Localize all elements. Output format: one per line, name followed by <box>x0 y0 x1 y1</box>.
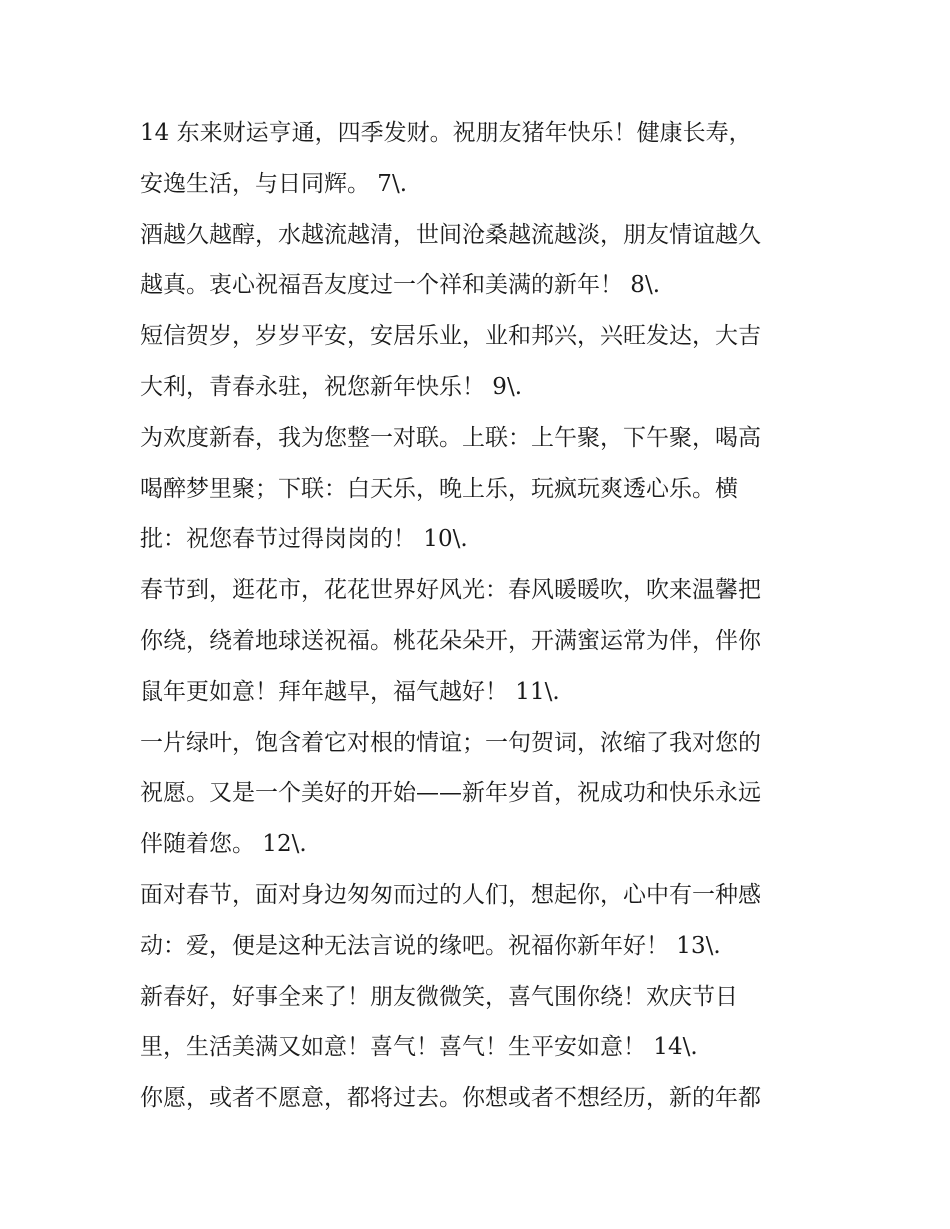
text-line: 大利，青春永驻，祝您新年快乐！ 9\. <box>140 373 523 400</box>
text-line: 喝醉梦里聚；下联：白天乐，晚上乐，玩疯玩爽透心乐。横 <box>140 475 738 502</box>
text-line: 短信贺岁，岁岁平安，安居乐业，业和邦兴，兴旺发达，大吉 <box>140 323 761 350</box>
body-text <box>140 108 830 1124</box>
text-line: 春节到，逛花市，花花世界好风光：春风暖暖吹，吹来温馨把 <box>140 577 761 604</box>
text-line: 批：祝您春节过得岗岗的！ 10\. <box>140 526 468 553</box>
text-line: 祝愿。又是一个美好的开始——新年岁首，祝成功和快乐永远 <box>140 780 761 807</box>
text-line: 你绕，绕着地球送祝福。桃花朵朵开，开满蜜运常为伴，伴你 <box>140 627 761 654</box>
text-line: 鼠年更如意！拜年越早，福气越好！ 11\. <box>140 678 560 705</box>
text-line: 动：爱，便是这种无法言说的缘吧。祝福你新年好！ 13\. <box>140 932 721 959</box>
text-line: 新春好，好事全来了！朋友微微笑，喜气围你绕！欢庆节日 <box>140 983 738 1010</box>
text-line: 面对春节，面对身边匆匆而过的人们，想起你，心中有一种感 <box>140 881 761 908</box>
text-line: 里，生活美满又如意！喜气！喜气！生平安如意！ 14\. <box>140 1034 698 1061</box>
text-line: 安逸生活，与日同辉。 7\. <box>140 170 408 197</box>
text-line: 伴随着您。 12\. <box>140 831 307 858</box>
text-line: 你愿，或者不愿意，都将过去。你想或者不想经历，新的年都 <box>140 1085 761 1112</box>
text-line: 为欢度新春，我为您整一对联。上联：上午聚，下午聚，喝高 <box>140 424 761 451</box>
text-line: 酒越久越醇，水越流越清，世间沧桑越流越淡，朋友情谊越久 <box>140 221 761 248</box>
text-line: 越真。衷心祝福吾友度过一个祥和美满的新年！ 8\. <box>140 272 661 299</box>
text-line: 14 东来财运亨通，四季发财。祝朋友猪年快乐！健康长寿， <box>140 120 752 146</box>
text-line: 一片绿叶，饱含着它对根的情谊；一句贺词，浓缩了我对您的 <box>140 729 761 756</box>
